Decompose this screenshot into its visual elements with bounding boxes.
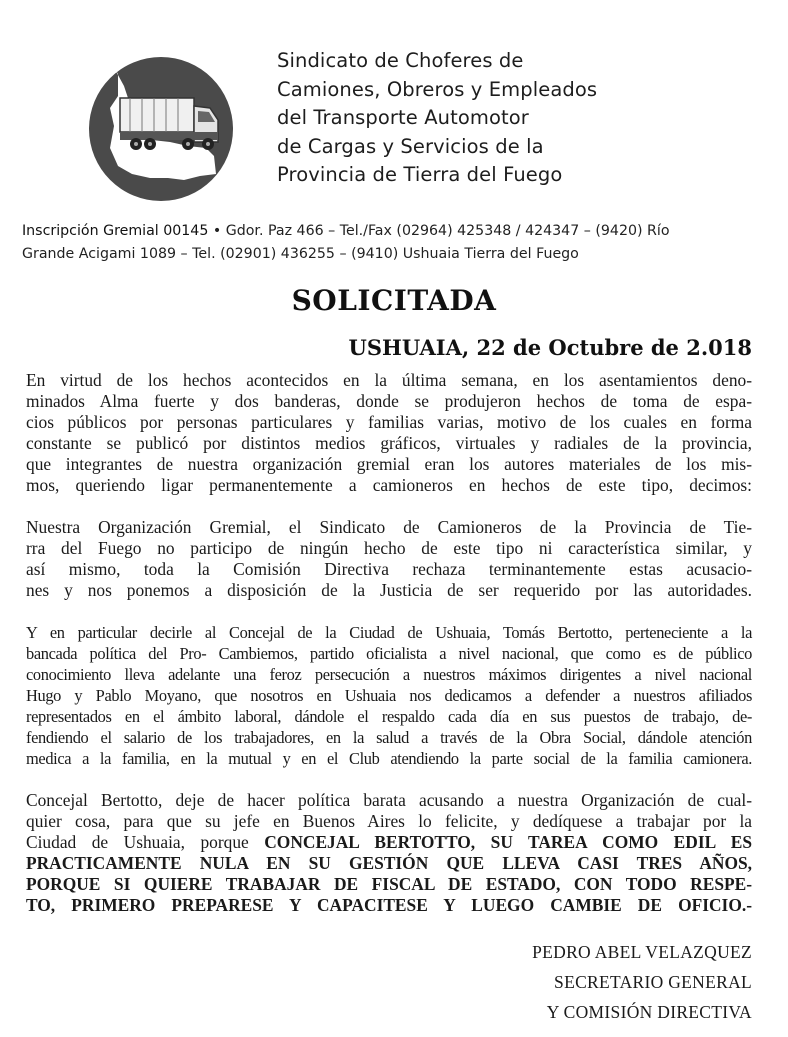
- text-line: Nuestra Organización Gremial, el Sindicato de Camioneros de la Provincia de Tie-: [26, 517, 752, 537]
- page-title: SOLICITADA: [291, 284, 497, 317]
- signatory-title: SECRETARIO GENERAL: [554, 972, 752, 992]
- statement-body: [26, 370, 752, 937]
- text-line: Hugo y Pablo Moyano, que nosotros en Ushuaia nos dedicamos a defender a nuestros afiliados: [26, 686, 752, 705]
- text-line: constante se publicó por distintos medios gráficos, virtuales y radiales de la provincia,: [26, 433, 752, 453]
- text-line: conocimiento lleva adelante una feroz persecución a nuestros máximos dirigentes a nivel nacional: [26, 665, 752, 684]
- paragraph-3: [26, 622, 752, 769]
- signatory-name: PEDRO ABEL VELAZQUEZ: [532, 942, 752, 962]
- registry-number: Inscripción Gremial 00145: [22, 223, 209, 239]
- emphasis-text: CONCEJAL BERTOTTO, SU TAREA COMO EDIL ES: [264, 832, 753, 852]
- text-line: que integrantes de nuestra organización gremial eran los autores materiales de los mis-: [26, 454, 752, 474]
- text-line: rra del Fuego no participo de ningún hecho de este tipo ni característica similar, y: [26, 538, 752, 558]
- union-name-line: del Transporte Automotor: [277, 106, 529, 130]
- text-line: minados Alma fuerte y dos banderas, donde se produjeron hechos de toma de espa-: [26, 391, 752, 411]
- union-name-line: Sindicato de Choferes de: [277, 49, 524, 72]
- emphasis-line: TO, PRIMERO PREPARESE Y CAPACITESE Y LUEGO CAMBIE DE OFICIO.-: [26, 895, 752, 915]
- registry-address-1: • Gdor. Paz 466 – Tel./Fax (02964) 425348 / 424347 – (9420) Río: [208, 223, 670, 239]
- text-line: fendiendo el salario de los trabajadores, en la salud a través de la Obra Social, dándole atención: [26, 728, 752, 747]
- dateline: USHUAIA, 22 de Octubre de 2.018: [348, 335, 752, 360]
- text-line: En virtud de los hechos acontecidos en la última semana, en los asentamientos deno-: [26, 370, 752, 390]
- truck-union-logo: [88, 56, 234, 202]
- text-line: cios públicos por personas particulares y familias varias, motivo de los cuales en forma: [26, 412, 752, 432]
- paragraph-1: [26, 370, 752, 496]
- text-line: así mismo, toda la Comisión Directiva rechaza terminantemente estas acusacio-: [26, 559, 752, 579]
- paragraph-4: [26, 790, 752, 916]
- emphasis-line: PORQUE SI QUIERE TRABAJAR DE FISCAL DE ESTADO, CON TODO RESPE-: [26, 874, 752, 894]
- text-line: [26, 832, 752, 853]
- registry-line-1: [22, 220, 782, 243]
- text-line: representados en el ámbito laboral, dándole el respaldo cada día en sus puestos de trabajo, de-: [26, 707, 752, 726]
- text-line: nes y nos ponemos a disposición de la Justicia de ser requerido por las autoridades.: [26, 580, 752, 600]
- union-name: [277, 47, 697, 190]
- text-line: Y en particular decirle al Concejal de la Ciudad de Ushuaia, Tomás Bertotto, perteneciente a la: [26, 623, 752, 642]
- union-name-line: de Cargas y Servicios de la: [277, 134, 544, 158]
- signature-block: [532, 937, 752, 1027]
- text-segment: Ciudad de Ushuaia, porque: [26, 832, 265, 852]
- text-line: bancada política del Pro- Cambiemos, partido oficialista a nivel nacional, que como es de público: [26, 644, 752, 663]
- emphasis-line: PRACTICAMENTE NULA EN SU GESTIÓN QUE LLEVA CASI TRES AÑOS,: [26, 853, 752, 873]
- text-line: medica a la familia, en la mutual y en el Club atendiendo la parte social de la familia camionera.: [26, 749, 752, 768]
- union-name-line: Camiones, Obreros y Empleados: [277, 77, 598, 101]
- text-line: mos, queriendo ligar permanentemente a camioneros en hechos de este tipo, decimos:: [26, 475, 752, 495]
- union-name-line: Provincia de Tierra del Fuego: [277, 163, 563, 187]
- signatory-board: Y COMISIÓN DIRECTIVA: [546, 1002, 752, 1022]
- text-line: Concejal Bertotto, deje de hacer política barata acusando a nuestra Organización de cual-: [26, 790, 752, 810]
- paragraph-2: [26, 517, 752, 601]
- text-line: quier cosa, para que su jefe en Buenos Aires lo felicite, y dedíquese a trabajar por la: [26, 811, 752, 831]
- registry-contact-info: [22, 220, 782, 265]
- registry-line-2: Grande Acigami 1089 – Tel. (02901) 436255 – (9410) Ushuaia Tierra del Fuego: [22, 245, 579, 262]
